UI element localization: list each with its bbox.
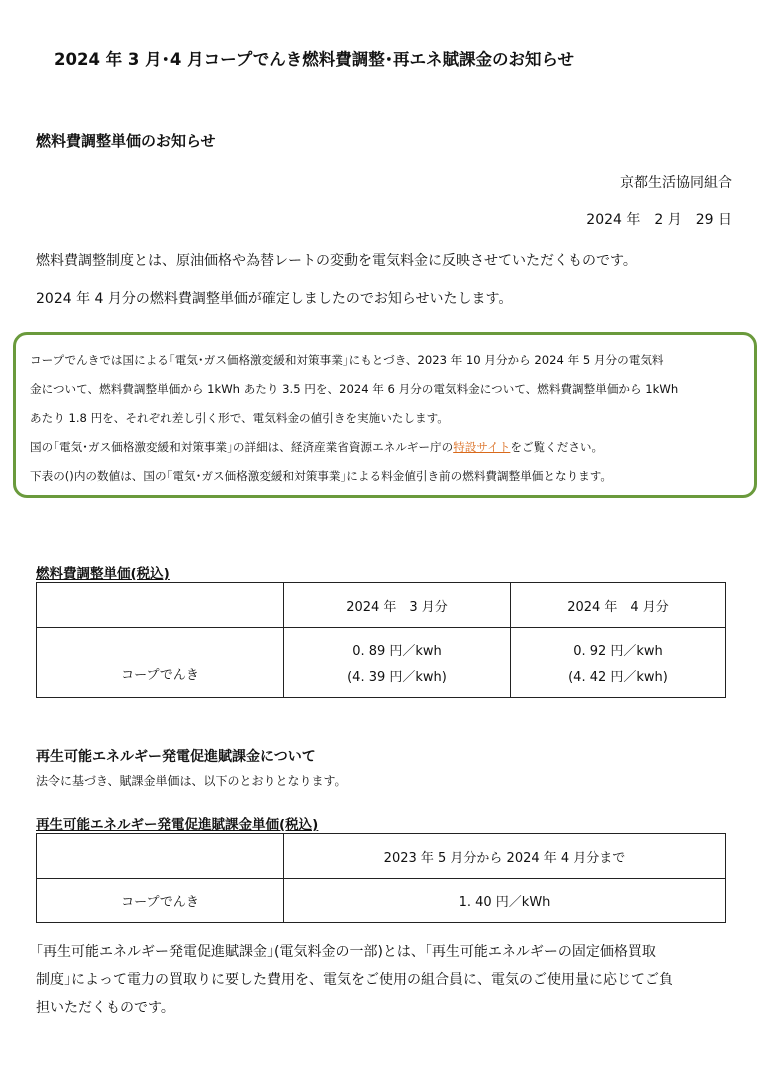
subsidy-notice-box xyxy=(13,332,757,498)
notice-line: 金について、燃料費調整単価から 1kWh あたり 3.5 円を、2024 年 6 月分の電気料金について、燃料費調整単価から 1kWh xyxy=(30,382,679,396)
header-cell: 2023 年 5 月分から 2024 年 4 月分まで xyxy=(284,834,726,879)
march-price-before-discount: (4. 39 円／kwh) xyxy=(347,670,447,685)
notice-line-with-link xyxy=(30,433,744,462)
notice-line: コープでんきでは国による｢電気･ガス価格激変緩和対策事業｣にもとづき、2023 年 10 月分から 2024 年 5 月分の電気料 xyxy=(30,353,664,367)
table-header-row xyxy=(37,834,726,879)
organization-name: 京都生活協同組合 xyxy=(620,175,732,191)
notice-line: 下表の()内の数値は、国の｢電気･ガス価格激変緩和対策事業｣による料金値引き前の燃料費調整単価となります。 xyxy=(30,469,613,483)
header-cell: 2024 年 3 月分 xyxy=(284,583,511,628)
renewable-explanation xyxy=(36,938,746,1022)
renewable-table-title: 再生可能エネルギー発電促進賦課金単価(税込) xyxy=(36,817,319,833)
page-title: 2024 年 3 月･4 月コープでんき燃料費調整･再エネ賦課金のお知らせ xyxy=(54,50,575,69)
notice-text: 国の｢電気･ガス価格激変緩和対策事業｣の詳細は、経済産業省資源エネルギー庁の xyxy=(30,440,454,454)
renewable-subtitle: 法令に基づき、賦課金単価は、以下のとおりとなります。 xyxy=(36,774,347,788)
notice-line: あたり 1.8 円を、それぞれ差し引く形で、電気料金の値引きを実施いたします。 xyxy=(30,411,449,425)
row-label: コープでんき xyxy=(37,628,284,698)
row-label: コープでんき xyxy=(37,879,284,923)
renewable-levy-table xyxy=(36,833,726,923)
header-cell: 2024 年 4 月分 xyxy=(511,583,726,628)
notice-text: をご覧ください。 xyxy=(510,440,604,454)
issue-date: 2024 年 2 月 29 日 xyxy=(586,212,732,228)
fuel-cost-table xyxy=(36,582,726,698)
table-row xyxy=(37,628,726,698)
intro-paragraph-1: 燃料費調整制度とは、原油価格や為替レートの変動を電気料金に反映させていただくものです。 xyxy=(36,253,637,269)
fuel-table-title: 燃料費調整単価(税込) xyxy=(36,566,170,582)
footer-line: 制度｣によって電力の買取りに要した費用を、電気をご使用の組合員に、電気のご使用量に応じてご負 xyxy=(36,972,673,988)
table-header-row xyxy=(37,583,726,628)
intro-paragraph-2: 2024 年 4 月分の燃料費調整単価が確定しましたのでお知らせいたします。 xyxy=(36,291,513,307)
footer-line: ｢再生可能エネルギー発電促進賦課金｣(電気料金の一部)とは、｢再生可能エネルギーの固定価格買取 xyxy=(36,944,656,960)
march-price: 0. 89 円／kwh xyxy=(352,644,442,659)
april-price-before-discount: (4. 42 円／kwh) xyxy=(568,670,668,685)
special-site-link[interactable]: 特設サイト xyxy=(453,440,511,454)
levy-value: 1. 40 円／kWh xyxy=(284,879,726,923)
table-row xyxy=(37,879,726,923)
renewable-section-title: 再生可能エネルギー発電促進賦課金について xyxy=(36,749,316,765)
footer-line: 担いただくものです。 xyxy=(36,1000,175,1016)
march-price-cell xyxy=(284,628,511,698)
section-title: 燃料費調整単価のお知らせ xyxy=(36,132,216,150)
april-price-cell xyxy=(511,628,726,698)
april-price: 0. 92 円／kwh xyxy=(573,644,663,659)
header-cell xyxy=(37,583,284,628)
header-cell xyxy=(37,834,284,879)
